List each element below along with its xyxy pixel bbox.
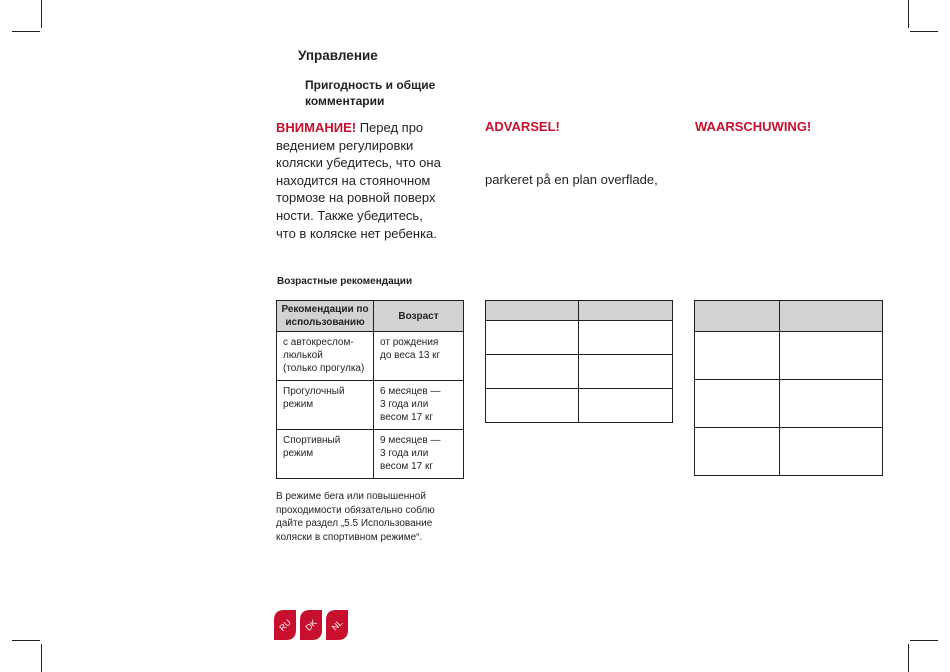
cell-age: [374, 430, 464, 479]
warning-text-line: что в коляске нет ребенка.: [276, 225, 437, 241]
cell-line: режим: [283, 448, 314, 459]
crop-mark: [41, 644, 42, 672]
crop-mark: [910, 31, 938, 32]
table-cell: [486, 389, 579, 423]
language-tab-nl: [326, 610, 348, 640]
table-cell: [579, 355, 673, 389]
crop-mark: [910, 640, 938, 641]
table-row: [486, 321, 673, 355]
cell-line: (только прогулка): [283, 363, 365, 374]
table-cell: [695, 332, 780, 380]
language-tabs: [272, 608, 352, 642]
cell-line: 3 года или: [380, 399, 429, 410]
crop-mark: [41, 0, 42, 28]
age-section-title: Возрастные рекомендации: [277, 276, 413, 287]
table-row: [277, 430, 464, 479]
column-header-age: Возраст: [374, 301, 464, 332]
note-line: В режиме бега или повышенной: [276, 491, 426, 502]
cell-line: 9 месяцев —: [380, 435, 441, 446]
table-header-row: [695, 301, 883, 332]
age-table-ru: [276, 300, 464, 479]
crop-mark: [908, 644, 909, 672]
table-row: [486, 389, 673, 423]
table-row: [695, 428, 883, 476]
language-tab-label: NL: [329, 617, 345, 633]
table-cell: [579, 321, 673, 355]
table-cell: [579, 389, 673, 423]
language-tab-label: RU: [277, 617, 293, 633]
language-tab-label: DK: [303, 617, 319, 633]
warning-text-line: коляски убедитесь, что она: [276, 155, 441, 171]
warning-ru: [276, 119, 471, 242]
column-header-use: Рекомендации по использованию: [277, 301, 374, 332]
table-cell: [780, 380, 883, 428]
cell-line: с автокреслом-: [283, 337, 354, 348]
warning-text-dk: parkeret på en plan overflade,: [485, 172, 658, 187]
usage-note: [276, 490, 468, 544]
warning-text-line: Перед про: [359, 120, 424, 135]
table-cell: [780, 428, 883, 476]
table-row: [695, 380, 883, 428]
note-line: дайте раздел „5.5 Использование: [276, 518, 433, 529]
table-cell: [486, 321, 579, 355]
table-row: [277, 381, 464, 430]
warning-label-dk: ADVARSEL!: [485, 119, 560, 134]
age-table-dk: [485, 300, 673, 423]
table-cell: [695, 428, 780, 476]
language-tab-ru: [274, 610, 296, 640]
section-title: Управление: [298, 48, 378, 63]
table-cell: [486, 355, 579, 389]
cell-line: до веса 13 кг: [380, 350, 441, 361]
cell-age: [374, 381, 464, 430]
warning-label-nl: WAARSCHUWING!: [695, 119, 812, 134]
column-header: [695, 301, 780, 332]
cell-line: режим: [283, 399, 314, 410]
note-line: коляски в спортивном режиме“.: [276, 531, 423, 543]
cell-line: весом 17 кг: [380, 412, 434, 423]
table-cell: [780, 332, 883, 380]
cell-line: Спортивный: [283, 435, 341, 446]
column-header: [780, 301, 883, 332]
cell-age: [374, 332, 464, 381]
warning-text-line: ведением регулировки: [276, 137, 414, 153]
cell-line: 6 месяцев —: [380, 386, 441, 397]
table-row: [277, 332, 464, 381]
table-row: [695, 332, 883, 380]
note-line: проходимости обязательно соблю: [276, 504, 435, 516]
warning-label-ru: ВНИМАНИЕ!: [276, 120, 357, 135]
table-header-row: [486, 301, 673, 321]
cell-use: [277, 332, 374, 381]
warning-text-line: ности. Также убедитесь,: [276, 207, 423, 223]
column-header: [486, 301, 579, 321]
table-header-row: [277, 301, 464, 332]
column-header: [579, 301, 673, 321]
subsection-title: Пригодность и общие комментарии: [305, 78, 436, 108]
cell-line: люлькой: [283, 350, 323, 361]
age-table-nl: [694, 300, 883, 476]
crop-mark: [12, 31, 40, 32]
table-cell: [695, 380, 780, 428]
cell-line: от рождения: [380, 337, 439, 348]
crop-mark: [908, 0, 909, 28]
table-row: [486, 355, 673, 389]
cell-line: 3 года или: [380, 448, 429, 459]
cell-use: [277, 381, 374, 430]
cell-use: [277, 430, 374, 479]
warning-text-line: тормозе на ровной поверх: [276, 190, 436, 206]
warning-text-line: находится на стояночном: [276, 172, 431, 188]
language-tab-dk: [300, 610, 322, 640]
crop-mark: [12, 640, 40, 641]
cell-line: Прогулочный: [283, 386, 345, 397]
cell-line: весом 17 кг: [380, 461, 434, 472]
